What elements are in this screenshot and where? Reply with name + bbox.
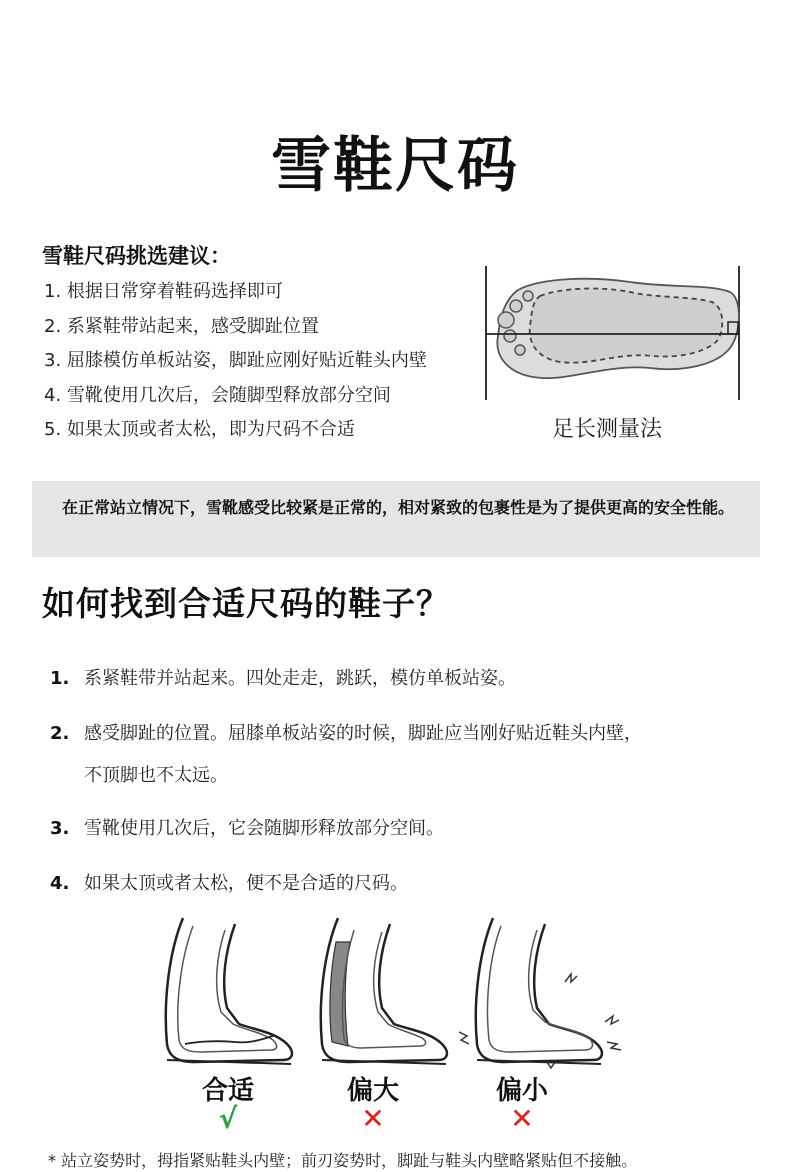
step-text: 雪靴使用几次后，它会随脚形释放部分空间。: [84, 818, 444, 839]
cross-icon: ✕: [510, 1102, 534, 1135]
notice-box: [32, 481, 760, 557]
boot-too-big-illustration: [310, 912, 455, 1070]
foot-measurement-diagram: [480, 262, 745, 408]
tip-item: 5. 如果太顶或者太松，即为尺码不合适: [44, 419, 355, 440]
notice-text: 在正常站立情况下，雪靴感受比较紧是正常的，相对紧致的包裹性是为了提供更高的安全性能。: [62, 498, 735, 517]
tips-list: [44, 280, 427, 453]
step-number: 2.: [50, 723, 70, 744]
step-text: 感受脚趾的位置。屈膝单板站姿的时候，脚趾应当刚好贴近鞋头内壁，: [84, 723, 642, 744]
foot-diagram-caption: 足长测量法: [552, 417, 663, 442]
step-text: 系紧鞋带并站起来。四处走走，跳跃，模仿单板站姿。: [84, 668, 516, 689]
tip-item: 3. 屈膝模仿单板站姿，脚趾应刚好贴近鞋头内壁: [44, 350, 427, 371]
check-icon: √: [218, 1102, 238, 1135]
boot-too-small-illustration: [455, 912, 625, 1070]
fit-label-too-small: 偏小: [495, 1076, 548, 1106]
fit-label-too-big: 偏大: [346, 1076, 399, 1106]
boot-fit-illustration: [155, 912, 300, 1070]
step-text-continued: 不顶脚也不太远。: [84, 765, 228, 786]
cross-icon: ✕: [361, 1102, 385, 1135]
step-number: 4.: [50, 873, 70, 894]
footnote: * 站立姿势时，拇指紧贴鞋头内壁；前刃姿势时，脚趾与鞋头内壁略紧贴但不接触。: [48, 1151, 638, 1170]
tip-item: 4. 雪靴使用几次后，会随脚型释放部分空间: [44, 384, 391, 406]
tip-item: 2. 系紧鞋带站起来，感受脚趾位置: [44, 315, 319, 337]
fit-label-ok: 合适: [201, 1076, 254, 1106]
step-number: 1.: [50, 668, 70, 689]
page-title: 雪鞋尺码: [271, 131, 519, 201]
tip-item: 1. 根据日常穿着鞋码选择即可: [44, 281, 283, 302]
step-text: 如果太顶或者太松，便不是合适的尺码。: [84, 873, 408, 894]
tips-heading: 雪鞋尺码挑选建议：: [42, 244, 231, 268]
howto-heading: 如何找到合适尺码的鞋子？: [42, 584, 450, 623]
step-number: 3.: [50, 818, 70, 839]
